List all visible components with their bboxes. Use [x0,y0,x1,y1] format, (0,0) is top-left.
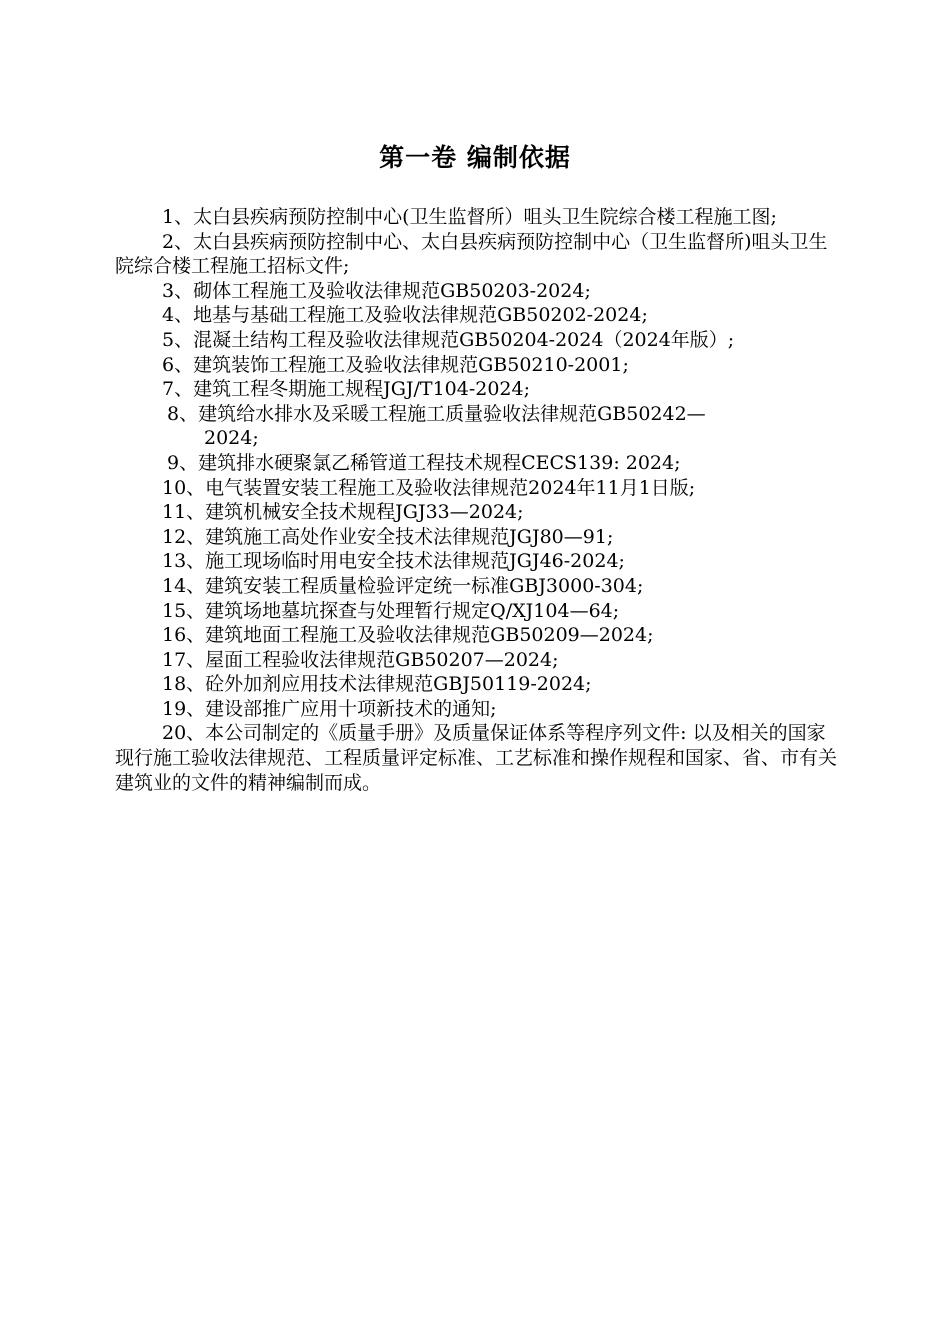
list-item: 11、建筑机械安全技术规程JGJ33—2024; [162,501,524,524]
list-item: 17、屋面工程验收法律规范GB50207—2024; [162,648,559,671]
list-item: 4、地基与基础工程施工及验收法律规范GB50202-2024; [162,304,648,327]
reference-list [115,205,837,795]
list-item-line: 8、建筑给水排水及采暖工程施工质量验收法律规范GB50242— [167,402,706,425]
list-item: 9、建筑排水硬聚氯乙稀管道工程技术规程CECS139: 2024; [167,451,681,474]
list-item: 3、砌体工程施工及验收法律规范GB50203-2024; [162,279,591,302]
list-item: 2、太白县疾病预防控制中心、太白县疾病预防控制中心（卫生监督所)咀头卫生院综合楼工程施工招标文件; [115,230,828,278]
list-item: 15、建筑场地墓坑探查与处理暂行规定Q/XJ104—64; [162,599,620,622]
list-item: 18、砼外加剂应用技术法律规范GBJ50119-2024; [162,673,592,696]
list-item: 7、建筑工程冬期施工规程JGJ/T104-2024; [162,378,531,401]
list-item: 19、建设部推广应用十项新技术的通知; [162,697,497,720]
list-item: 20、本公司制定的《质量手册》及质量保证体系等程序列文件: 以及相关的国家现行施工验收法律规范、工程质量评定标准、工艺标准和操作规程和国家、省、市有关建筑业的文件的精神编制而成。 [115,722,838,794]
list-item: 14、建筑安装工程质量检验评定统一标准GBJ3000-304; [162,574,644,597]
list-item: 10、电气装置安装工程施工及验收法律规范2024年11月1日版; [162,476,696,499]
list-item: 1、太白县疾病预防控制中心(卫生监督所）咀头卫生院综合楼工程施工图; [162,206,777,228]
list-item-continuation: 2024; [204,427,259,450]
list-item [115,402,837,451]
list-item: 13、施工现场临时用电安全技术法律规范JGJ46-2024; [162,550,625,573]
list-item: 16、建筑地面工程施工及验收法律规范GB50209—2024; [162,624,654,647]
page-title: 第一卷 编制依据 [379,143,571,172]
list-item: 6、建筑装饰工程施工及验收法律规范GB50210-2001; [162,353,629,376]
list-item: 12、建筑施工高处作业安全技术法律规范JGJ80—91; [162,525,614,548]
list-item: 5、混凝土结构工程及验收法律规范GB50204-2024（2024年版）; [162,328,735,351]
